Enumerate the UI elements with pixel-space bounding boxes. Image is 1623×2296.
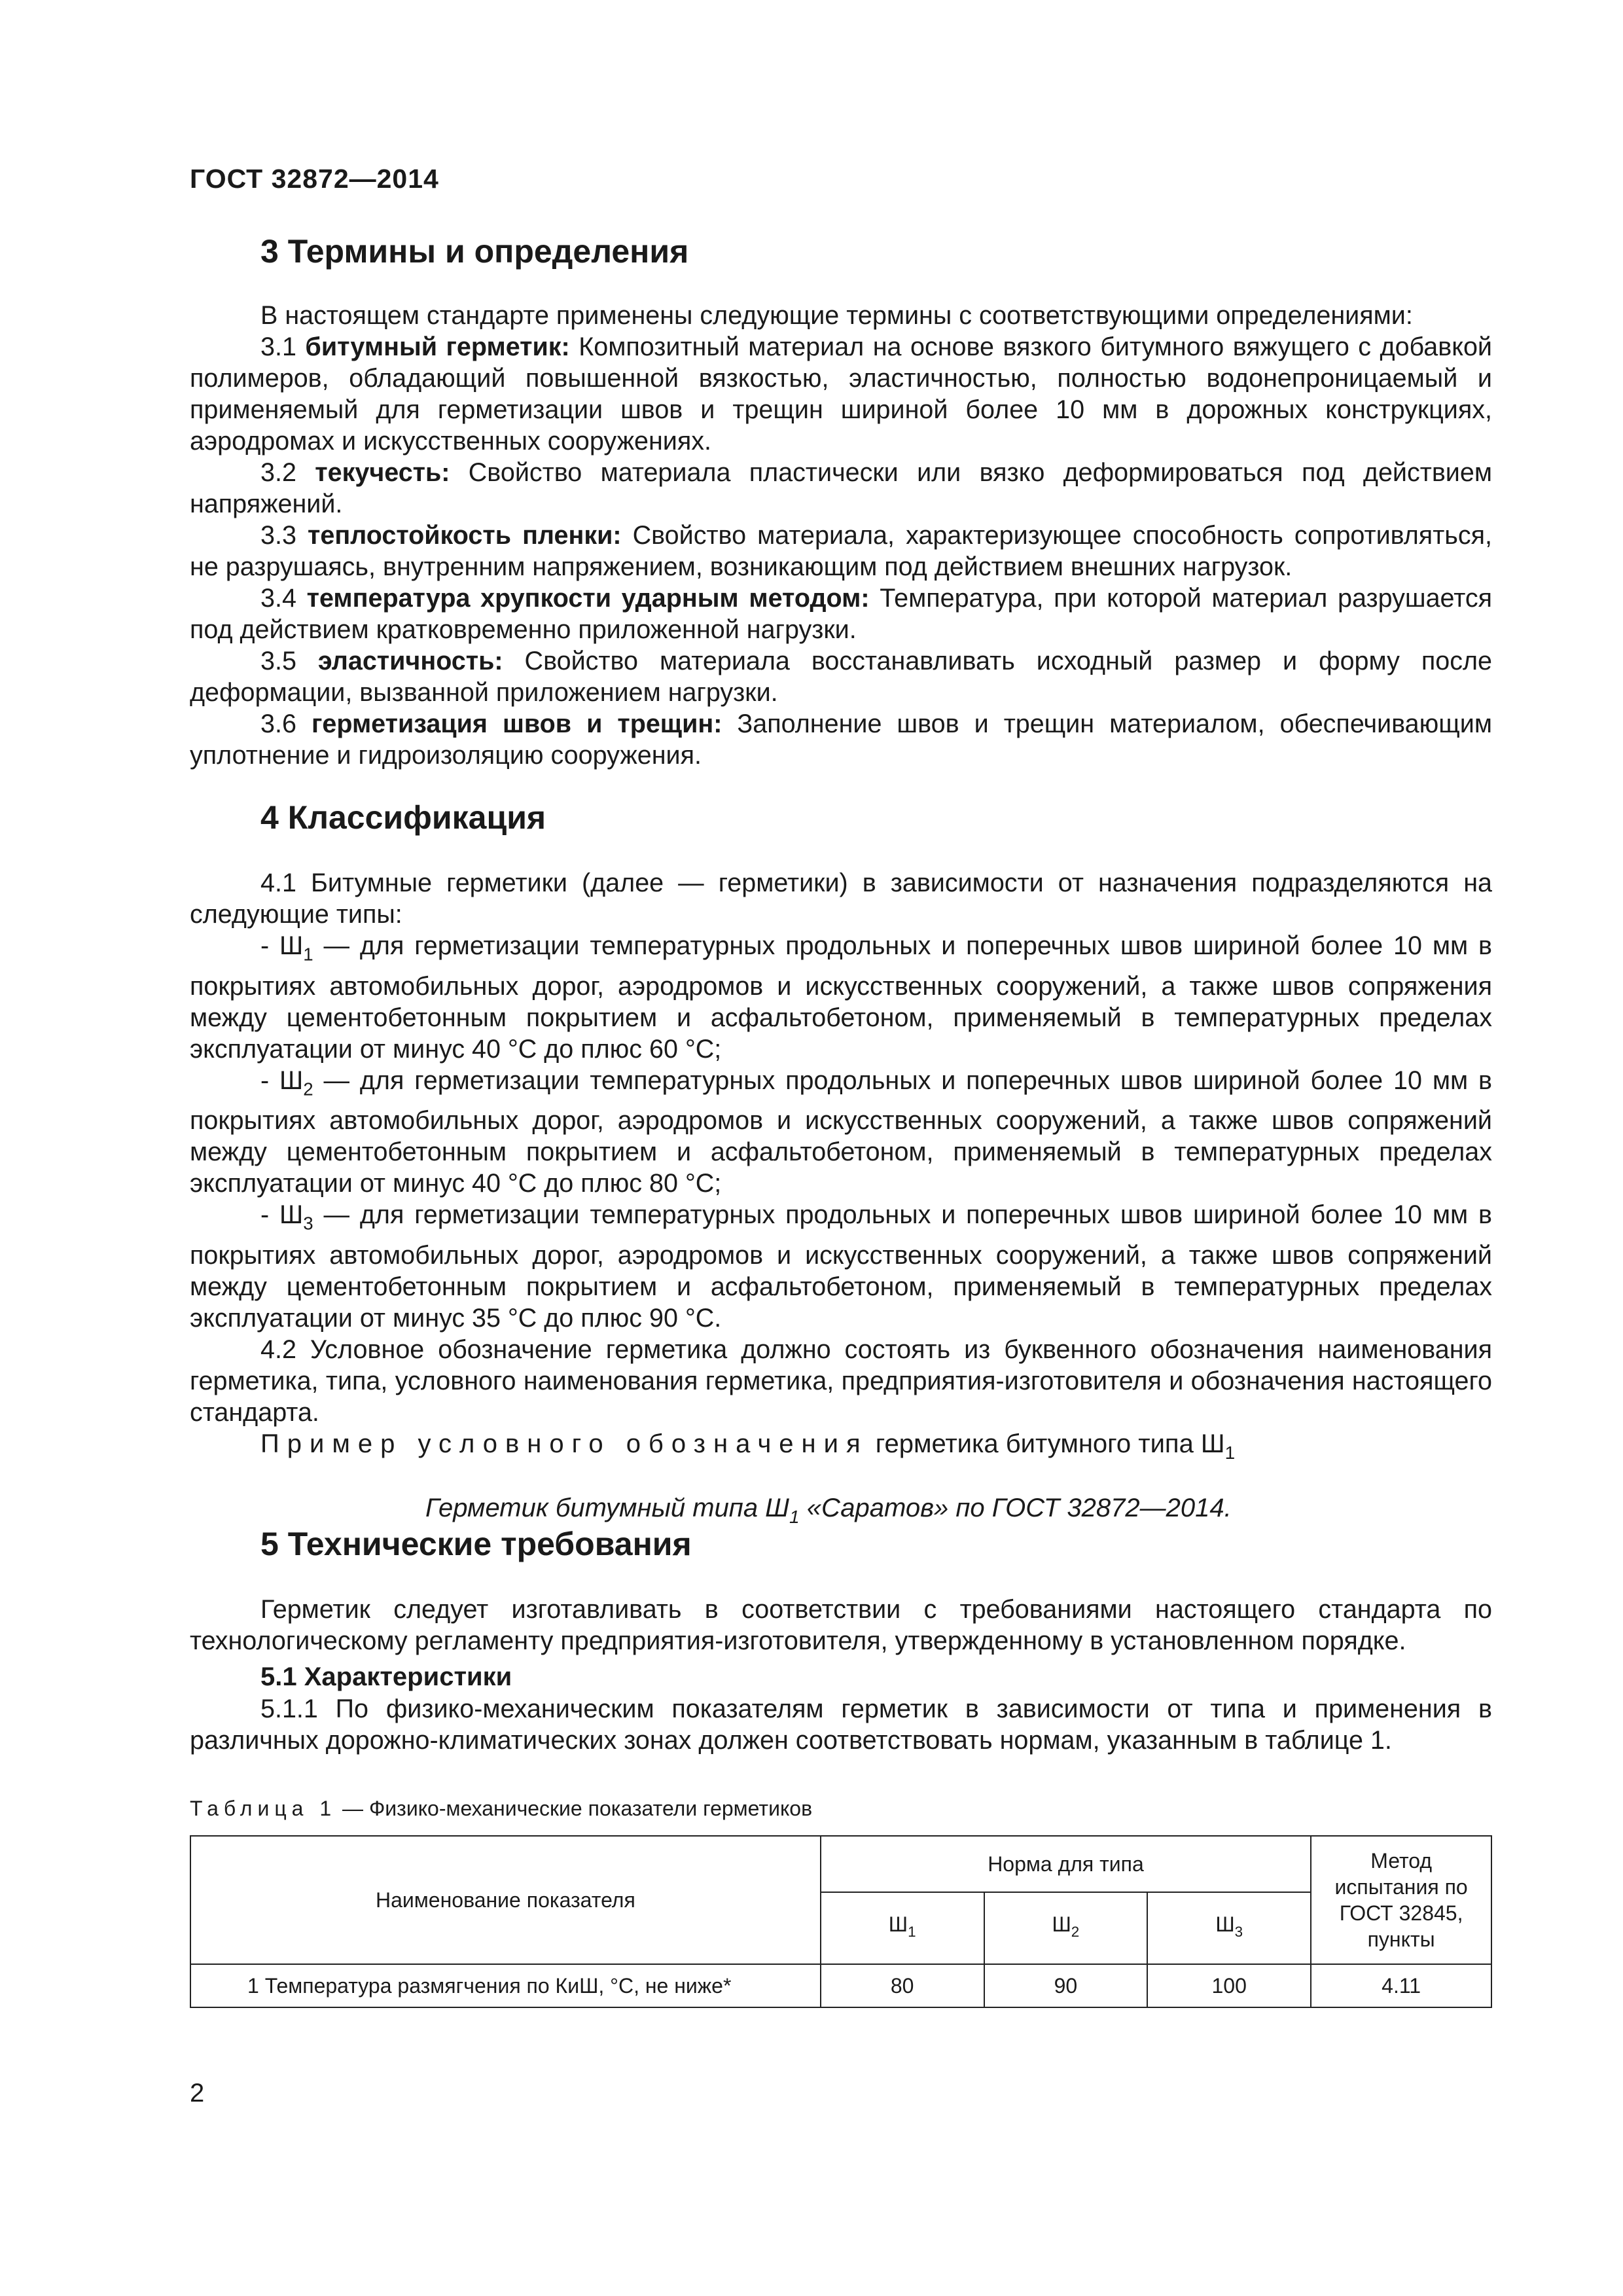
table-caption xyxy=(190,1797,1492,1821)
term-definition: Заполнение швов и трещин материалом, обеспечивающим уплотнение и гидроизоляцию сооружения. xyxy=(190,709,1492,770)
section-3-title: 3 Термины и определения xyxy=(260,233,689,270)
term-3-5 xyxy=(190,645,1492,708)
term-name: битумный герметик: xyxy=(305,332,570,361)
section-4-body xyxy=(190,867,1492,1533)
term-3-4 xyxy=(190,583,1492,645)
section-5-title: 5 Технические требования xyxy=(260,1526,692,1562)
row-value: 80 xyxy=(821,1964,984,2007)
term-definition: Свойство материала пластически или вязко деформироваться под действием напряжений. xyxy=(190,458,1492,518)
header-type-1 xyxy=(821,1892,984,1964)
example-label: Пример условного обозначения xyxy=(260,1429,868,1459)
type-index: 1 xyxy=(908,1923,916,1940)
type-text: — для герметизации температурных продольных и поперечных швов шириной более 10 мм в покрытиях автомобильных дорог, аэродромов и искусственных сооружений, а также швов сопряжения между цементобетонным покрытием и асфальтобетоном, применяемый в температурных пределах эксплуатации от минус 40 °С до плюс 60 °С; xyxy=(190,931,1492,1064)
type-index: 2 xyxy=(1071,1923,1080,1940)
type-letter: Ш xyxy=(1052,1912,1071,1937)
types-list xyxy=(190,930,1492,1334)
page-number: 2 xyxy=(190,2079,205,2108)
example-line xyxy=(190,1428,1492,1469)
term-definition: Свойство материала восстанавливать исходный размер и форму после деформации, вызванной приложением нагрузки. xyxy=(190,647,1492,707)
term-number: 3.1 xyxy=(260,332,296,361)
paragraph-4-2: 4.2 Условное обозначение герметика должно состоять из буквенного обозначения наименования герметика, типа, условного наименования герметика, предприятия-изготовителя и обозначения настоящего стандарта. xyxy=(190,1335,1492,1427)
type-index: 3 xyxy=(1234,1923,1243,1940)
header-type-2 xyxy=(984,1892,1148,1964)
table-caption-label: Таблица 1 xyxy=(190,1797,337,1820)
type-text: — для герметизации температурных продольных и поперечных швов шириной более 10 мм в покрытиях автомобильных дорог, аэродромов и искусственных сооружений, а также швов сопряжений между цементобетонным покрытием и асфальтобетоном, применяемый в температурных пределах эксплуатации от минус 35 °С до плюс 90 °С. xyxy=(190,1200,1492,1333)
type-sub: 1 xyxy=(303,944,313,965)
section-5-intro: Герметик следует изготавливать в соответствии с требованиями настоящего стандарта по технологическому регламенту предприятия-изготовителя, утвержденному в установленном порядке. xyxy=(190,1595,1492,1655)
paragraph-4-1: 4.1 Битумные герметики (далее — герметики) в зависимости от назначения подразделяются на следующие типы: xyxy=(190,869,1492,929)
term-definition: Композитный материал на основе вязкого битумного вяжущего с добавкой полимеров, обладающий повышенной вязкостью, эластичностью, полностью водонепроницаемый и применяемый для герметизации швов и трещин шириной более 10 мм в дорожных конструкциях, аэродромах и искусственных сооружениях. xyxy=(190,332,1492,456)
type-prefix: - Ш xyxy=(260,1066,304,1095)
term-3-1 xyxy=(190,331,1492,457)
term-3-6 xyxy=(190,708,1492,771)
row-value: 90 xyxy=(984,1964,1148,2007)
type-letter: Ш xyxy=(1215,1912,1235,1937)
example-rest: герметика битумного типа Ш xyxy=(868,1429,1225,1459)
terms-list xyxy=(190,331,1492,771)
type-prefix: - Ш xyxy=(260,931,304,960)
section-4-title: 4 Классификация xyxy=(260,799,546,836)
term-3-3 xyxy=(190,520,1492,583)
header-type-3 xyxy=(1147,1892,1311,1964)
term-number: 3.2 xyxy=(260,458,296,487)
type-item xyxy=(190,930,1492,1065)
header-name: Наименование показателя xyxy=(190,1836,821,1964)
header-norm: Норма для типа xyxy=(821,1836,1311,1892)
example-designation-a: Герметик битумный типа Ш xyxy=(425,1493,789,1522)
standard-code: ГОСТ 32872—2014 xyxy=(190,164,439,194)
term-name: текучесть: xyxy=(315,458,450,487)
paragraph-5-1-1: 5.1.1 По физико-механическим показателям герметик в зависимости от типа и применения в различных дорожно-климатических зонах должен соответствовать нормам, указанным в таблице 1. xyxy=(190,1695,1492,1755)
row-method: 4.11 xyxy=(1311,1964,1491,2007)
subsection-5-1-title: 5.1 Характеристики xyxy=(260,1662,512,1691)
term-name: температура хрупкости ударным методом: xyxy=(306,584,870,613)
table-row xyxy=(190,1964,1491,2007)
type-item xyxy=(190,1199,1492,1334)
row-value: 100 xyxy=(1147,1964,1311,2007)
example-designation-b: «Саратов» по ГОСТ 32872—2014. xyxy=(799,1493,1232,1522)
term-name: эластичность: xyxy=(317,647,503,675)
type-sub: 3 xyxy=(303,1213,313,1234)
section-5 xyxy=(190,1525,1492,1563)
section-3-intro: В настоящем стандарте применены следующие термины с соответствующими определениями: xyxy=(260,301,1413,330)
table-1 xyxy=(190,1835,1492,2008)
table-caption-rest: — Физико-механические показатели герметиков xyxy=(336,1797,813,1820)
section-3-body xyxy=(190,300,1492,771)
section-4 xyxy=(190,798,1492,836)
term-3-2 xyxy=(190,457,1492,520)
row-name: 1 Температура размягчения по КиШ, °С, не ниже* xyxy=(190,1964,821,2007)
term-number: 3.4 xyxy=(260,584,296,613)
section-3 xyxy=(190,232,1492,270)
term-definition: Свойство материала, характеризующее способность сопротивляться, не разрушаясь, внутренним напряжением, возникающим под действием внешних нагрузок. xyxy=(190,521,1492,581)
term-number: 3.3 xyxy=(260,521,296,550)
section-5-body xyxy=(190,1594,1492,1756)
term-number: 3.5 xyxy=(260,647,296,675)
term-name: теплостойкость пленки: xyxy=(308,521,622,550)
table-body xyxy=(190,1964,1491,2007)
example-sub: 1 xyxy=(1224,1442,1236,1463)
table-1-block xyxy=(190,1797,1492,2008)
term-number: 3.6 xyxy=(260,709,296,738)
type-text: — для герметизации температурных продольных и поперечных швов шириной более 10 мм в покрытиях автомобильных дорог, аэродромов и искусственных сооружений, а также швов сопряжений между цементобетонным покрытием и асфальтобетоном, применяемый в температурных пределах эксплуатации от минус 40 °С до плюс 80 °С; xyxy=(190,1066,1492,1198)
type-letter: Ш xyxy=(888,1912,908,1937)
header-method: Метод испытания по ГОСТ 32845, пункты xyxy=(1311,1836,1491,1964)
type-sub: 2 xyxy=(303,1079,313,1100)
term-name: герметизация швов и трещин: xyxy=(311,709,722,738)
type-item xyxy=(190,1065,1492,1200)
type-prefix: - Ш xyxy=(260,1200,304,1230)
term-definition: Температура, при которой материал разрушается под действием кратковременно приложенной нагрузки. xyxy=(190,584,1492,644)
example-designation-sub: 1 xyxy=(789,1506,800,1527)
